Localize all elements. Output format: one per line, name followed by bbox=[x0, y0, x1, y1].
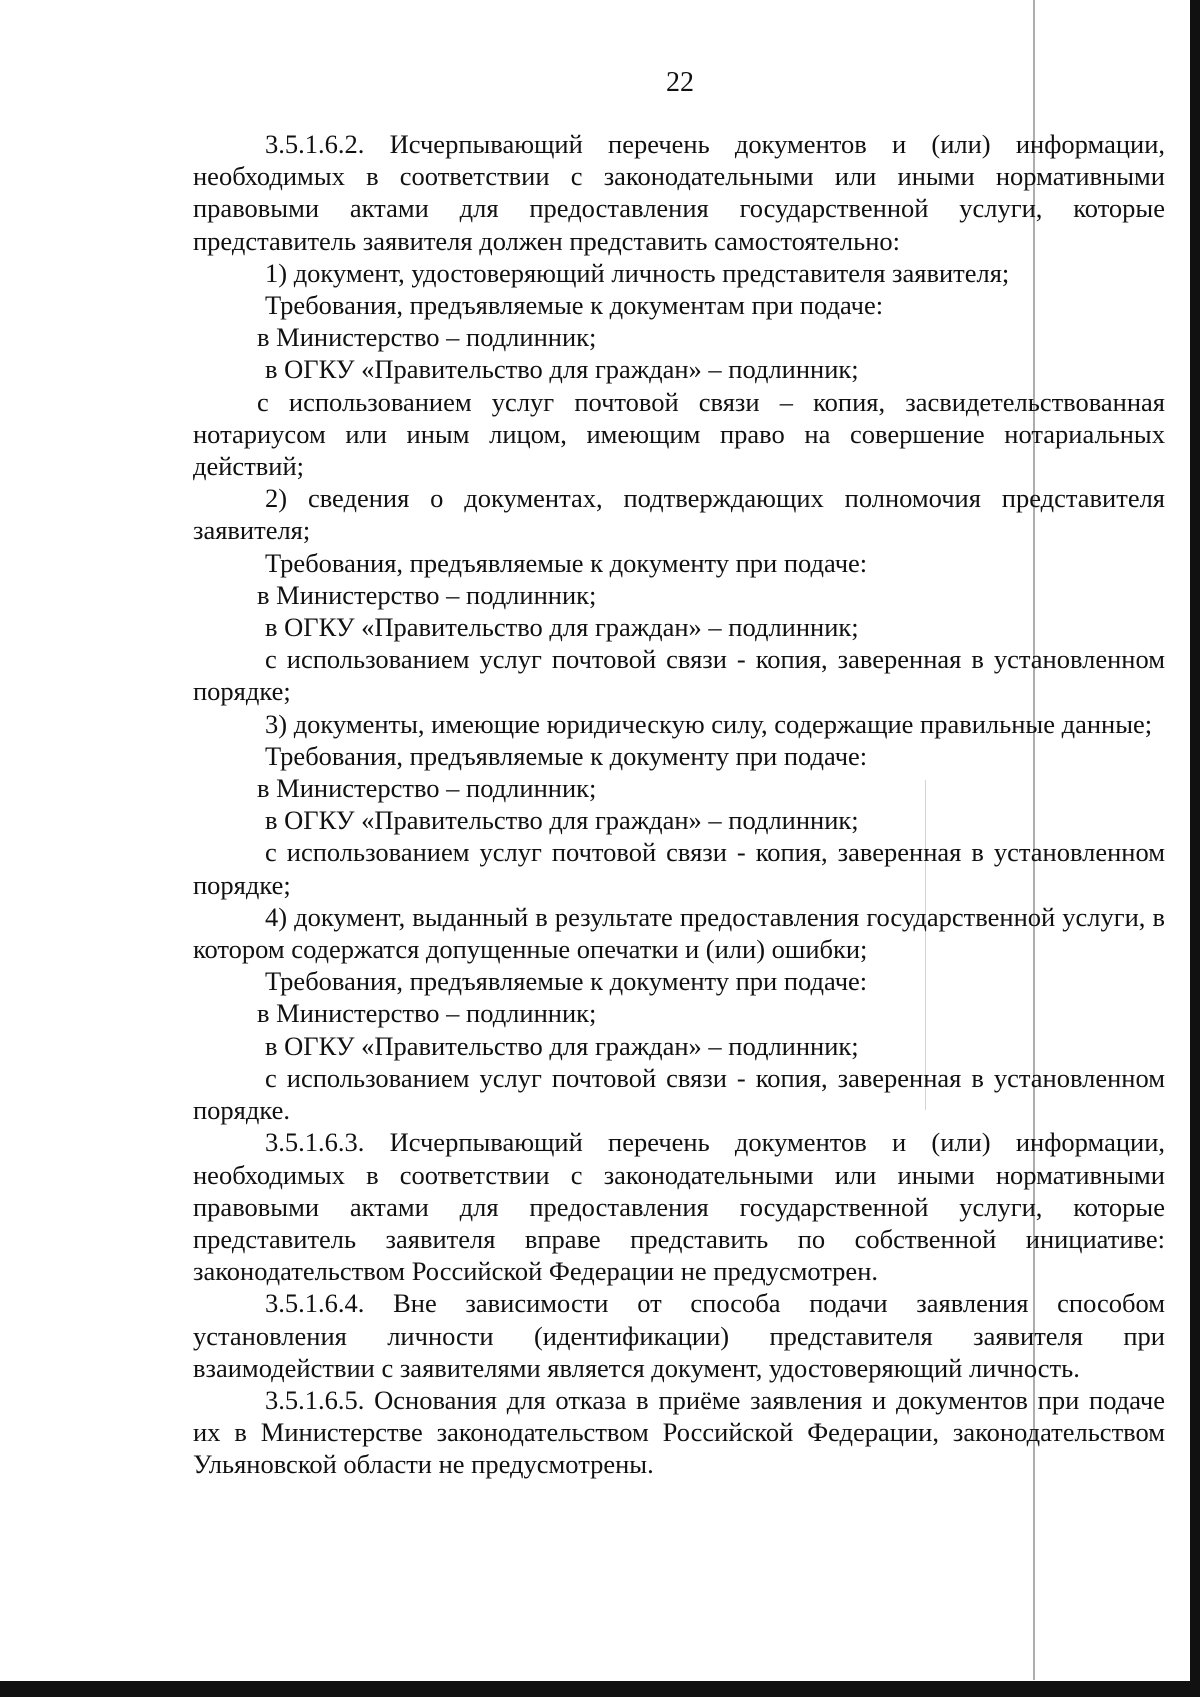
requirement-ogku: в ОГКУ «Правительство для граждан» – подлинник; bbox=[265, 805, 859, 836]
scan-border-right bbox=[1190, 0, 1200, 1697]
scan-border-bottom bbox=[0, 1681, 1200, 1697]
requirement-ministry: в Министерство – подлинник; bbox=[257, 322, 597, 353]
requirements-heading: Требования, предъявляемые к документу при подаче: bbox=[265, 547, 868, 578]
requirement-post: с использованием услуг почтовой связи - копия, заверенная в установленном порядке. bbox=[193, 1062, 1165, 1126]
requirements-heading: Требования, предъявляемые к документу при подаче: bbox=[265, 740, 868, 771]
requirement-post: с использованием услуг почтовой связи - копия, заверенная в установленном порядке; bbox=[193, 644, 1165, 707]
paragraph-3-5-1-6-4: 3.5.1.6.4. Вне зависимости от способа подачи заявления способом установления личности (идентификации) представителя заявителя при взаимодействии с заявителями является документ, удостоверяющий личность. bbox=[193, 1288, 1165, 1383]
paragraph-3-5-1-6-5: 3.5.1.6.5. Основания для отказа в приёме заявления и документов при подаче их в Министерстве законодательством Российской Федерации, законодательством Ульяновской области не предусмотрены. bbox=[193, 1384, 1165, 1480]
requirement-ogku: в ОГКУ «Правительство для граждан» – подлинник; bbox=[265, 612, 859, 643]
page-number: 22 bbox=[666, 67, 694, 98]
requirement-post: с использованием услуг почтовой связи - копия, заверенная в установленном порядке; bbox=[193, 837, 1165, 900]
paragraph-3-5-1-6-2: 3.5.1.6.2. Исчерпывающий перечень документов и (или) информации, необходимых в соответствии с законодательными или иными нормативными правовыми актами для предоставления государственной услуги, которые представитель заявителя должен представить самостоятельно: bbox=[193, 129, 1165, 256]
requirement-ogku: в ОГКУ «Правительство для граждан» – подлинник; bbox=[265, 354, 859, 385]
list-item-3: 3) документы, имеющие юридическую силу, содержащие правильные данные; bbox=[265, 708, 1153, 739]
requirement-ministry: в Министерство – подлинник; bbox=[257, 773, 597, 804]
requirement-ogku: в ОГКУ «Правительство для граждан» – подлинник; bbox=[265, 1030, 859, 1061]
requirement-ministry: в Министерство – подлинник; bbox=[257, 998, 597, 1029]
requirements-heading: Требования, предъявляемые к документам при подаче: bbox=[265, 290, 884, 321]
requirements-heading: Требования, предъявляемые к документу при подаче: bbox=[265, 966, 868, 997]
list-item-1: 1) документ, удостоверяющий личность представителя заявителя; bbox=[265, 257, 1010, 288]
requirement-post: с использованием услуг почтовой связи – копия, засвидетельствованная нотариусом или иным лицом, имеющим право на совершение нотариальных действий; bbox=[193, 386, 1165, 482]
requirement-ministry: в Министерство – подлинник; bbox=[257, 579, 597, 610]
paragraph-3-5-1-6-3: 3.5.1.6.3. Исчерпывающий перечень документов и (или) информации, необходимых в соответствии с законодательными или иными нормативными правовыми актами для предоставления государственной услуги, которые представитель заявителя вправе представить по собственной инициативе: законодательством Российской Федерации не предусмотрен. bbox=[193, 1127, 1165, 1287]
list-item-2: 2) сведения о документах, подтверждающих полномочия представителя заявителя; bbox=[193, 483, 1165, 546]
list-item-4: 4) документ, выданный в результате предоставления государственной услуги, в котором содержатся допущенные опечатки и (или) ошибки; bbox=[193, 901, 1165, 965]
document-body bbox=[193, 128, 1165, 1481]
